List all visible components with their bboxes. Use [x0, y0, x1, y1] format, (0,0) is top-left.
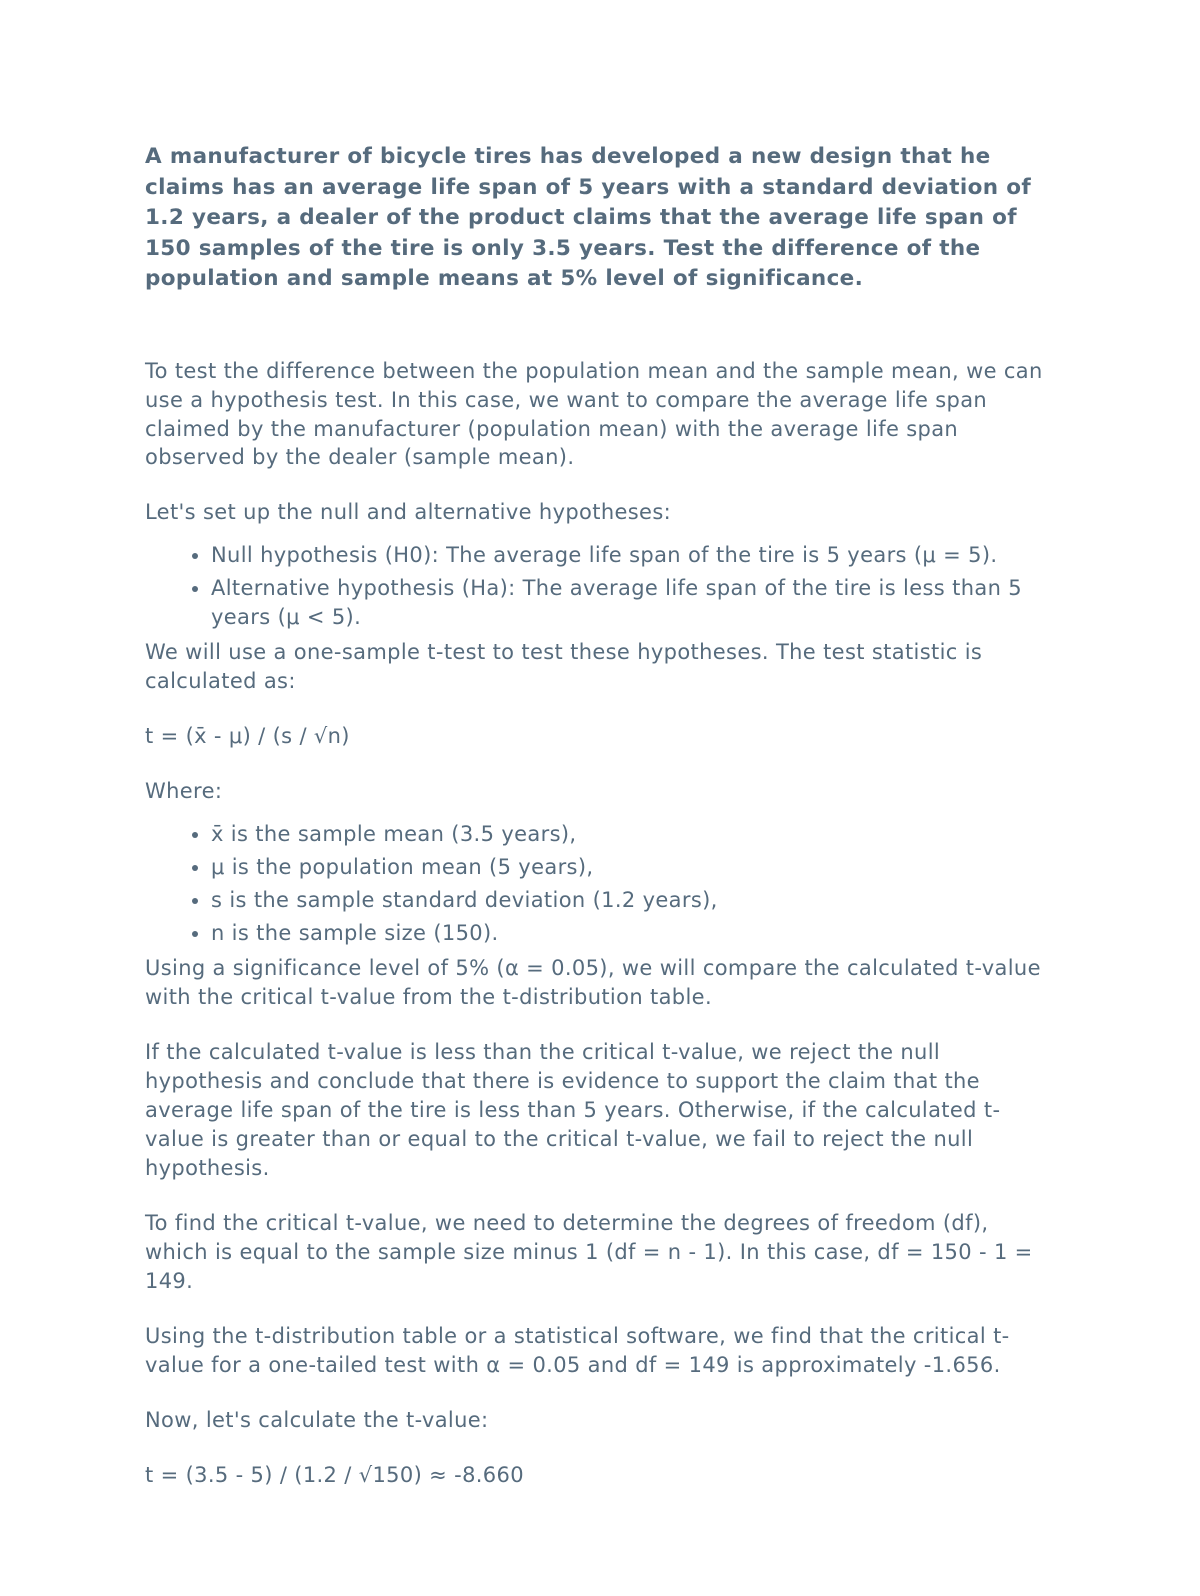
- paragraph-significance-level: Using a significance level of 5% (α = 0.05), we will compare the calculated t-value with the critical t-value from the t-distribution table.: [145, 956, 1041, 1010]
- paragraph-one-sample-t-test: We will use a one-sample t-test to test these hypotheses. The test statistic is calculated as:: [145, 640, 983, 694]
- paragraph-decision-rule: If the calculated t-value is less than the critical t-value, we reject the null hypothesis and conclude that there is evidence to support the claim that the average life span of the tire is less than 5 years. Otherwise, if the calculated t-value is greater than or equal to the critical t-value, we fail to reject the null hypothesis.: [145, 1040, 1001, 1180]
- paragraph-setup-hypotheses: Let's set up the null and alternative hypotheses:: [145, 500, 672, 525]
- paragraph-where: Where:: [145, 779, 223, 804]
- list-item-alternative-hypothesis: • Alternative hypothesis (Ha): The average life span of the tire is less than 5 years (μ < 5).: [211, 574, 1055, 632]
- list-item-null-hypothesis: • Null hypothesis (H0): The average life span of the tire is 5 years (μ = 5).: [211, 541, 1055, 570]
- problem-statement: A manufacturer of bicycle tires has developed a new design that he claims has an average life span of 5 years with a standard deviation of 1.2 years, a dealer of the product claims that the average life span of 150 samples of the tire is only 3.5 years. Test the difference of the population and sample means at 5% level of significance.: [145, 144, 1032, 292]
- definitions-list: [145, 820, 1055, 948]
- list-item-population-mean: • μ is the population mean (5 years),: [211, 853, 1055, 882]
- paragraph-calculate-now: Now, let's calculate the t-value:: [145, 1407, 489, 1432]
- paragraph-hypothesis-test-intro: To test the difference between the population mean and the sample mean, we can use a hypothesis test. In this case, we want to compare the average life span claimed by the manufacturer (population mean) with the average life span observed by the dealer (sample mean).: [145, 358, 1043, 470]
- list-item-standard-deviation: • s is the sample standard deviation (1.2 years),: [211, 886, 1055, 915]
- formula-t-statistic: t = (x̄ - μ) / (s / √n): [145, 724, 350, 749]
- paragraph-critical-value: Using the t-distribution table or a statistical software, we find that the critical t-value for a one-tailed test with α = 0.05 and df = 149 is approximately -1.656.: [145, 1323, 1010, 1377]
- list-item-sample-mean: • x̄ is the sample mean (3.5 years),: [211, 820, 1055, 849]
- paragraph-degrees-of-freedom: To find the critical t-value, we need to determine the degrees of freedom (df), which is equal to the sample size minus 1 (df = n - 1). In this case, df = 150 - 1 = 149.: [145, 1210, 1033, 1293]
- formula-t-calculated: t = (3.5 - 5) / (1.2 / √150) ≈ -8.660: [145, 1462, 524, 1487]
- list-item-sample-size: • n is the sample size (150).: [211, 919, 1055, 948]
- hypotheses-list: [145, 541, 1055, 632]
